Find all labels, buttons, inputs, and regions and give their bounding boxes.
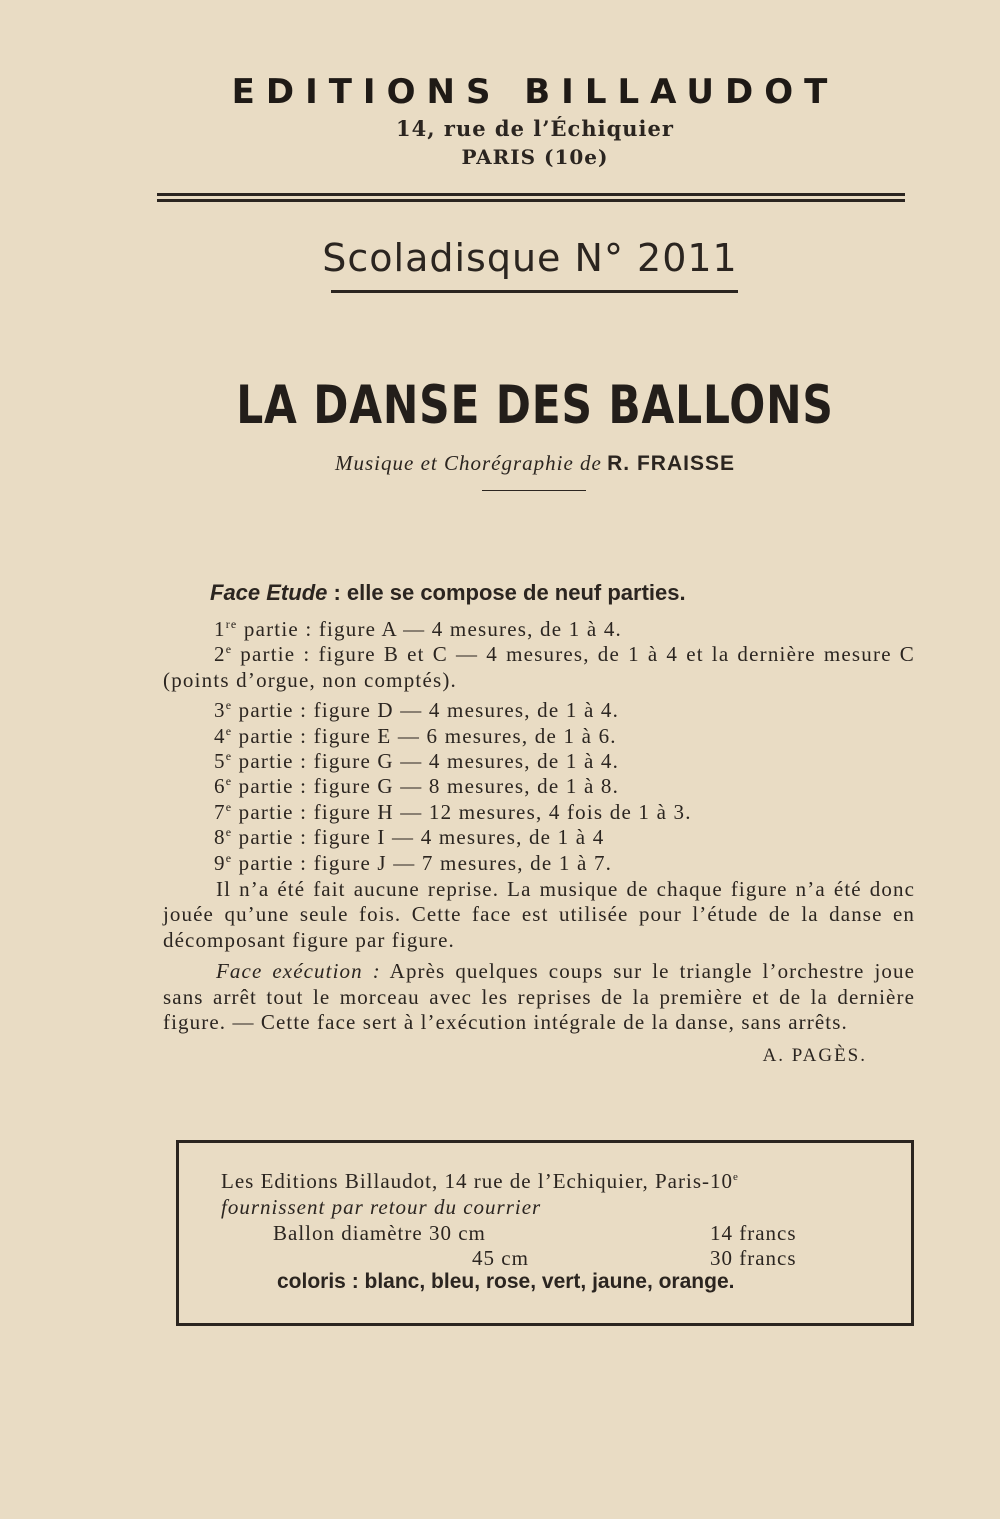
face-etude-label: Face Etude [210,580,328,605]
credit-label: Musique et Chorégraphie de [335,451,602,475]
series-number: Scoladisque N° 2011 [322,236,738,280]
ballon-colors: coloris : blanc, bleu, rose, vert, jaune, orange. [277,1270,735,1293]
list-item: 5e partie : figure G — 4 mesures, de 1 à 4. [214,748,620,773]
credit-underline [482,490,586,491]
face-execution-label: Face exécution : [216,959,381,984]
credit-line [0,451,1000,476]
order-info-box [176,1140,914,1326]
ballon-price-2: 30 francs [710,1246,797,1270]
parts-list [163,612,915,875]
box-delivery-line: fournissent par retour du courrier [221,1195,542,1219]
publisher-name: EDITIONS BILLAUDOT [231,72,839,112]
list-item: 3e partie : figure D — 4 mesures, de 1 à 4. [214,698,620,723]
publisher-city: PARIS (10e) [461,145,609,169]
ballon-price-1: 14 francs [710,1221,797,1245]
list-item: 9e partie : figure J — 7 mesures, de 1 à 7. [214,850,613,875]
ballon-size-1: Ballon diamètre 30 cm [273,1221,486,1245]
list-item: 1re partie : figure A — 4 mesures, de 1 à 4. [214,617,622,641]
face-execution-text: Après quelques coups sur le triangle l’orchestre joue sans arrêt tout le morceau avec les reprises de la première et de la dernière figure. — Cette face sert à l’exécution intégrale de la danse, sans arrêts. [163,959,915,1034]
face-etude-text: : elle se compose de neuf parties. [327,580,686,605]
reprise-paragraph: Il n’a été fait aucune reprise. La musique de chaque figure n’a été donc jouée qu’une seule fois. Cette face est utilisée pour l’étude de la danse en décomposant figure par figure. [163,876,915,952]
list-item: 7e partie : figure H — 12 mesures, 4 fois de 1 à 3. [214,799,692,824]
signature: A. PAGÈS. [762,1045,867,1067]
ballon-size-2: 45 cm [472,1246,529,1270]
list-item: 2e partie : figure B et C — 4 mesures, de 1 à 4 et la dernière mesure C (points d’orgue, non comptés). [163,642,915,692]
box-publisher-line: Les Editions Billaudot, 14 rue de l’Echiquier, Paris-10e [221,1169,739,1193]
publisher-address: 14, rue de l’Échiquier [396,116,674,141]
publisher-header [0,72,1000,169]
list-item: 8e partie : figure I — 4 mesures, de 1 à 4 [214,825,605,850]
face-etude-heading [210,580,915,606]
series-underline [331,290,738,293]
header-divider [157,193,905,202]
list-item: 6e partie : figure G — 8 mesures, de 1 à 8. [214,774,620,799]
page-title: LA DANSE DES BALLONS [236,375,834,436]
list-item: 4e partie : figure E — 6 mesures, de 1 à 6. [214,723,617,748]
credit-author: R. FRAISSE [607,452,735,475]
face-execution-paragraph [163,959,915,1035]
description-body [163,580,915,1067]
